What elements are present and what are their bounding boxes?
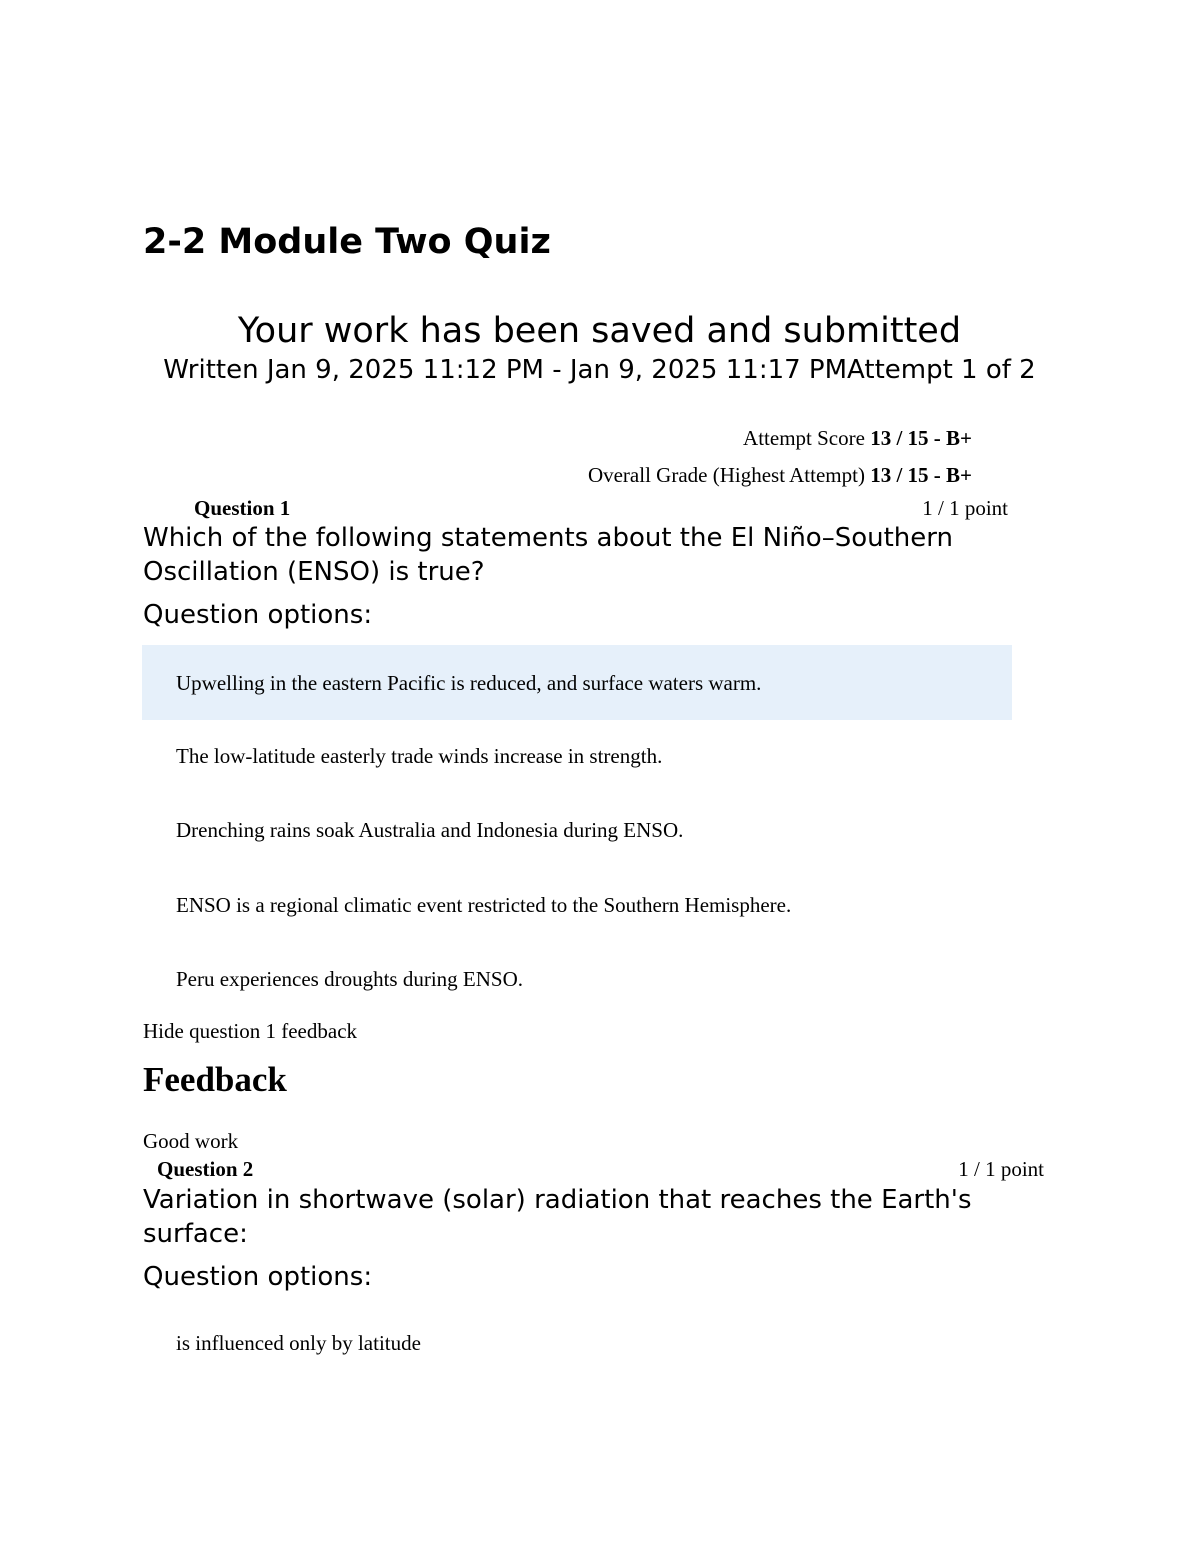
question-2-options-label: Question options: (143, 1262, 373, 1292)
question-1-text: Which of the following statements about the El Niño–Southern Oscillation (ENSO) is true? (143, 523, 953, 587)
attempt-score (743, 426, 972, 451)
feedback-heading: Feedback (143, 1060, 287, 1099)
question-1-points: 1 / 1 point (922, 496, 1008, 520)
page-title: 2-2 Module Two Quiz (143, 222, 551, 262)
attempt-timestamp: Written Jan 9, 2025 11:12 PM - Jan 9, 2025 11:17 PMAttempt 1 of 2 (163, 355, 1036, 385)
question-2-option-1[interactable]: is influenced only by latitude (176, 1331, 421, 1355)
question-1-option-2[interactable]: The low-latitude easterly trade winds increase in strength. (176, 744, 663, 768)
question-2-header: Question 2 (157, 1157, 254, 1181)
feedback-text: Good work (143, 1129, 239, 1153)
question-1-option-3[interactable]: Drenching rains soak Australia and Indonesia during ENSO. (176, 818, 684, 842)
question-1-option-4[interactable]: ENSO is a regional climatic event restricted to the Southern Hemisphere. (176, 893, 792, 917)
question-1-option-5[interactable]: Peru experiences droughts during ENSO. (176, 967, 524, 991)
question-1-option-1[interactable]: Upwelling in the eastern Pacific is reduced, and surface waters warm. (176, 671, 762, 695)
question-2-points: 1 / 1 point (958, 1157, 1044, 1181)
attempt-score-label: Attempt Score (743, 426, 865, 450)
overall-grade-value: 13 / 15 - B+ (870, 463, 972, 487)
attempt-score-value: 13 / 15 - B+ (870, 426, 972, 450)
hide-feedback-link[interactable]: Hide question 1 feedback (143, 1019, 358, 1043)
submission-status: Your work has been saved and submitted (237, 311, 962, 351)
overall-grade (588, 463, 972, 488)
question-1-options-label: Question options: (143, 600, 373, 630)
overall-grade-label: Overall Grade (Highest Attempt) (587, 463, 865, 487)
question-1-header: Question 1 (194, 496, 291, 520)
question-2-text: Variation in shortwave (solar) radiation that reaches the Earth's surface: (143, 1185, 972, 1249)
